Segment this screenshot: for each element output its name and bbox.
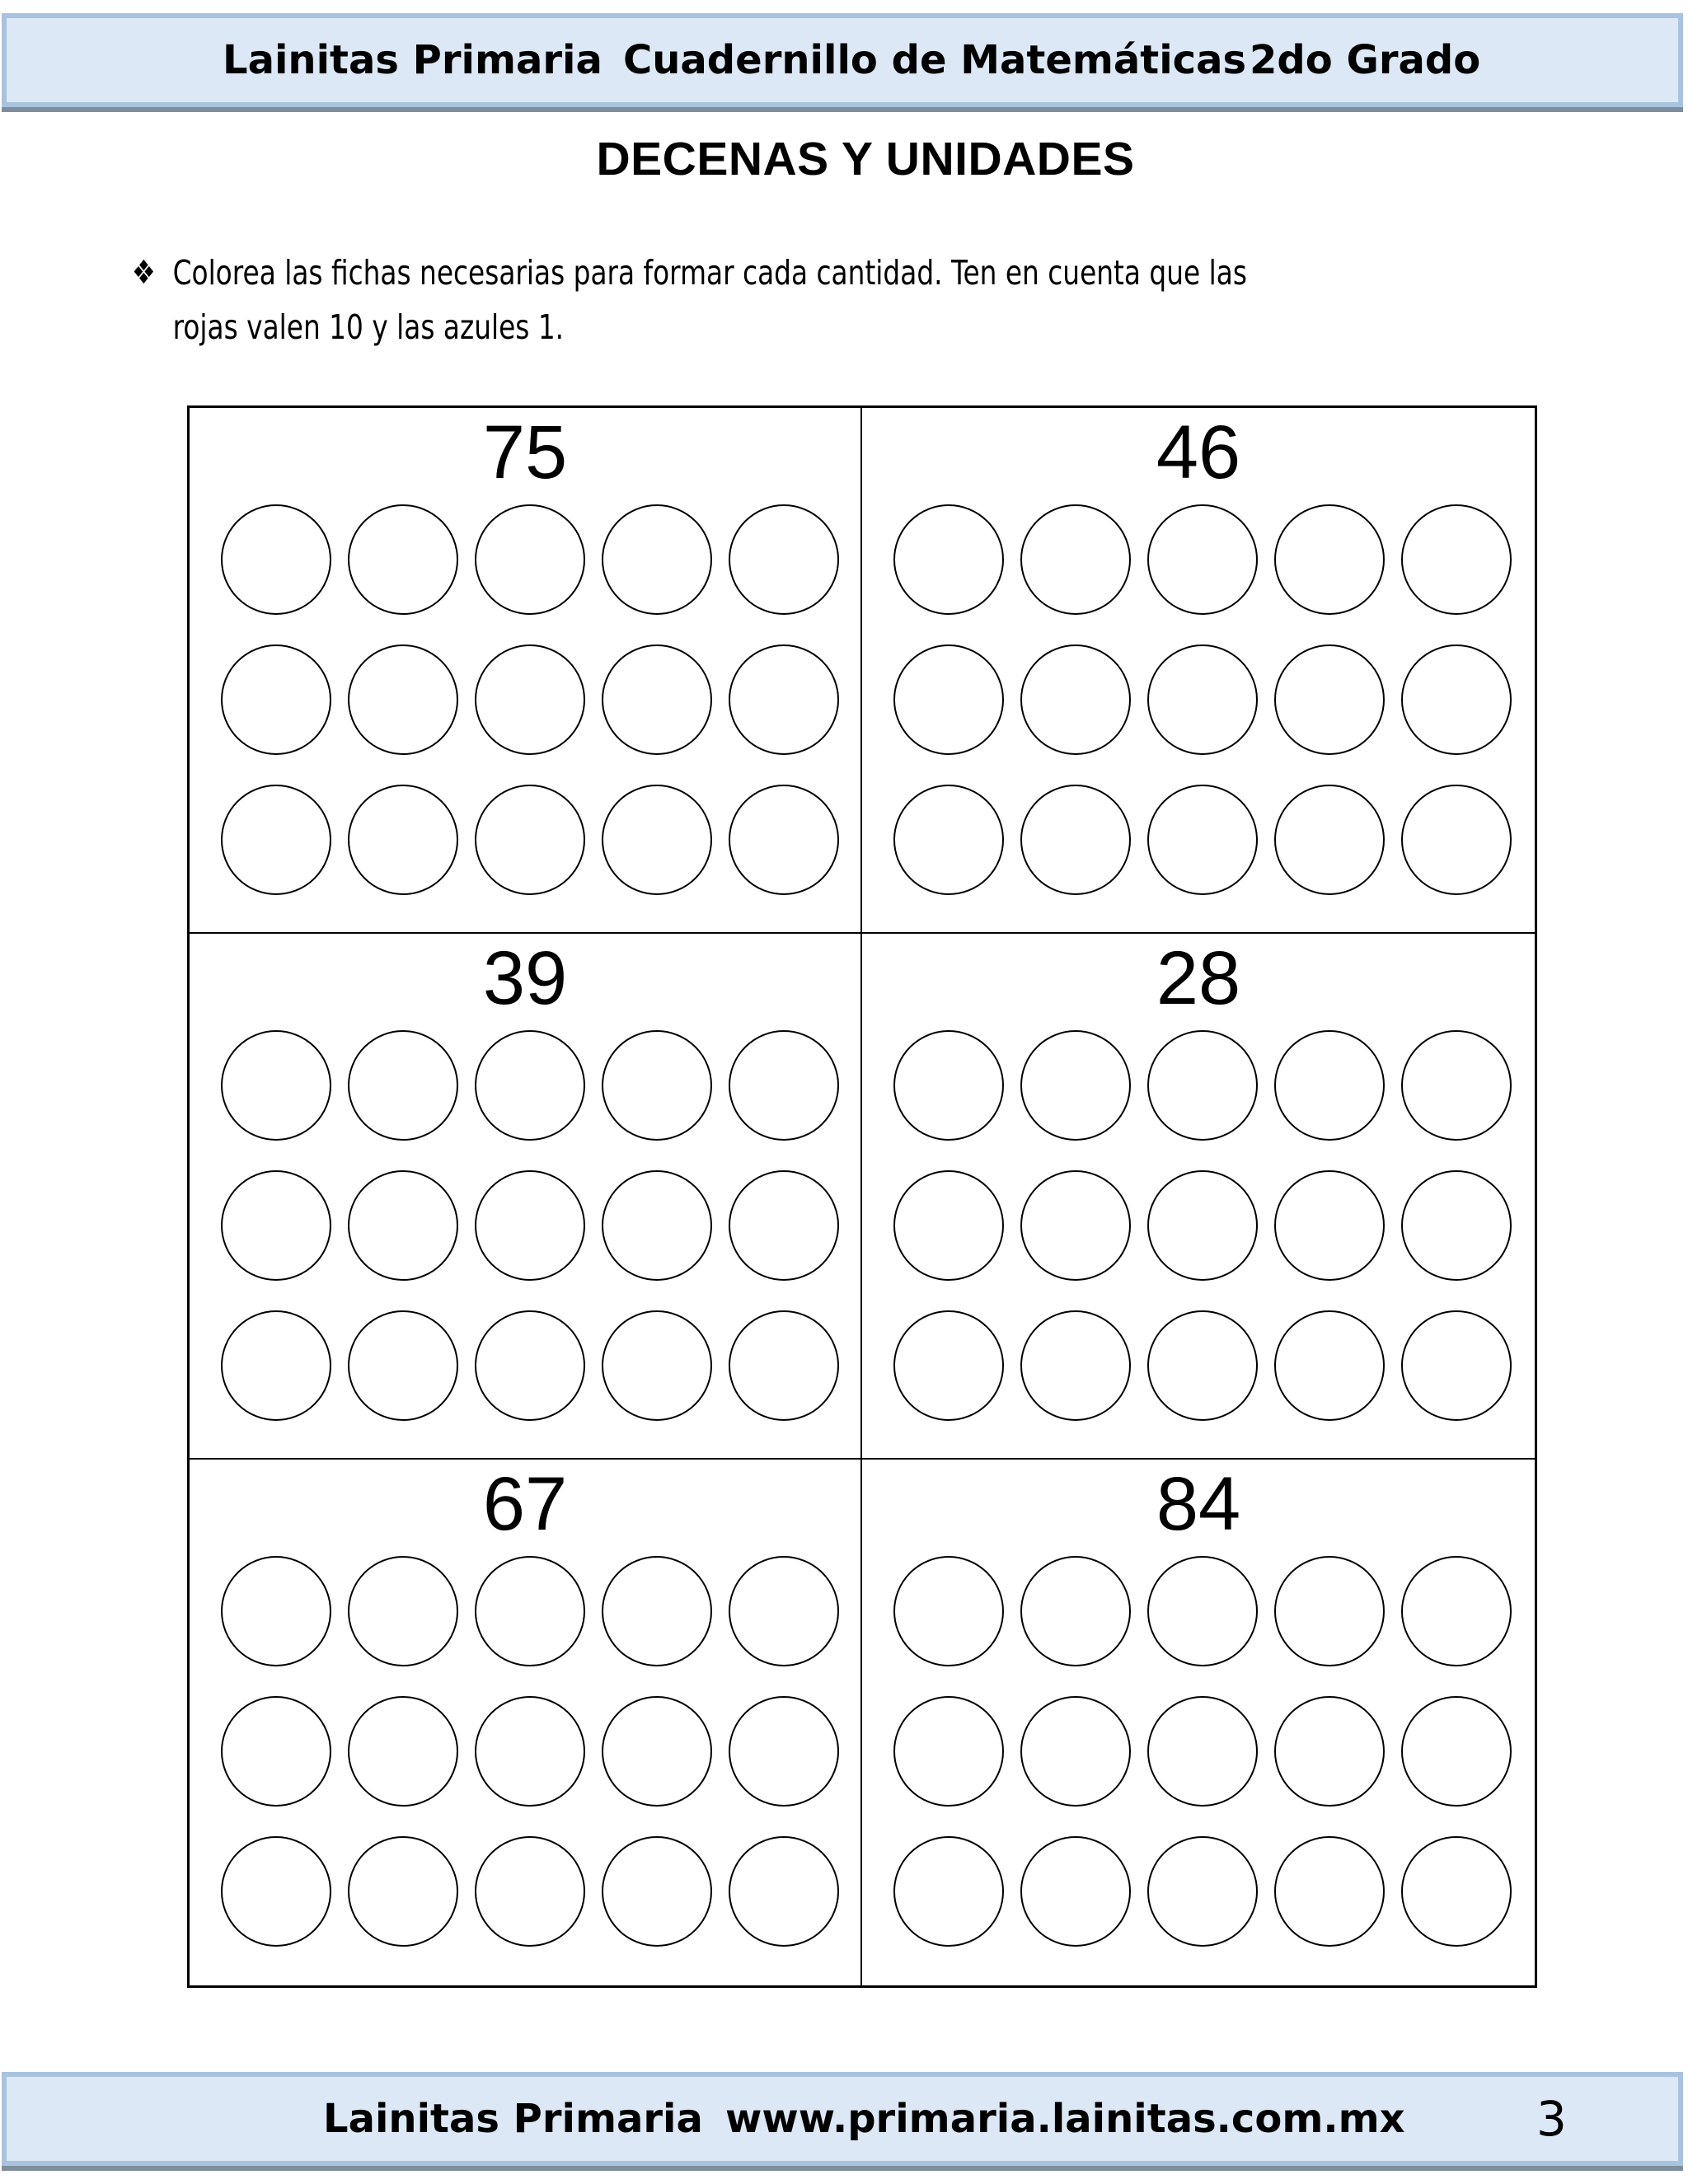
counter-circle[interactable] bbox=[893, 644, 1004, 755]
counter-circle[interactable] bbox=[1401, 644, 1512, 755]
counter-circle[interactable] bbox=[348, 1696, 458, 1807]
exercise-cell bbox=[862, 934, 1535, 1460]
footer-band bbox=[2, 2072, 1683, 2166]
counter-circle[interactable] bbox=[348, 1030, 458, 1141]
counter-grid bbox=[893, 1030, 1512, 1421]
counter-circle[interactable] bbox=[348, 644, 458, 755]
counter-circle[interactable] bbox=[1401, 1170, 1512, 1281]
exercise-cell bbox=[862, 408, 1535, 934]
counter-circle[interactable] bbox=[475, 1556, 585, 1666]
header-band bbox=[2, 13, 1683, 107]
counter-circle[interactable] bbox=[602, 1556, 712, 1666]
counter-circle[interactable] bbox=[1274, 1696, 1385, 1807]
counter-circle[interactable] bbox=[893, 504, 1004, 615]
counter-circle[interactable] bbox=[729, 1310, 839, 1421]
counter-circle[interactable] bbox=[1147, 1556, 1258, 1666]
counter-circle[interactable] bbox=[475, 644, 585, 755]
counter-grid bbox=[221, 504, 839, 895]
counter-circle[interactable] bbox=[1020, 1310, 1131, 1421]
exercise-cell bbox=[190, 934, 862, 1460]
counter-circle[interactable] bbox=[221, 504, 331, 615]
counter-circle[interactable] bbox=[602, 644, 712, 755]
counter-circle[interactable] bbox=[1401, 504, 1512, 615]
counter-circle[interactable] bbox=[602, 785, 712, 895]
counter-circle[interactable] bbox=[475, 504, 585, 615]
counter-circle[interactable] bbox=[1147, 1836, 1258, 1947]
counter-circle[interactable] bbox=[475, 1836, 585, 1947]
counter-circle[interactable] bbox=[1147, 1030, 1258, 1141]
exercise-grid bbox=[187, 405, 1537, 1988]
counter-circle[interactable] bbox=[1274, 644, 1385, 755]
counter-circle[interactable] bbox=[729, 785, 839, 895]
counter-circle[interactable] bbox=[602, 1696, 712, 1807]
counter-circle[interactable] bbox=[1147, 1696, 1258, 1807]
counter-circle[interactable] bbox=[729, 1696, 839, 1807]
footer-url: www.primaria.lainitas.com.mx bbox=[725, 2096, 1405, 2142]
counter-circle[interactable] bbox=[1274, 1836, 1385, 1947]
counter-circle[interactable] bbox=[1147, 504, 1258, 615]
counter-grid bbox=[221, 1030, 839, 1421]
counter-circle[interactable] bbox=[1274, 1556, 1385, 1666]
counter-circle[interactable] bbox=[348, 1556, 458, 1666]
counter-circle[interactable] bbox=[1274, 504, 1385, 615]
counter-grid bbox=[893, 1556, 1512, 1947]
exercise-number: 67 bbox=[482, 1462, 568, 1546]
exercise-cell bbox=[190, 408, 862, 934]
counter-circle[interactable] bbox=[1020, 1030, 1131, 1141]
counter-circle[interactable] bbox=[221, 644, 331, 755]
counter-circle[interactable] bbox=[1020, 785, 1131, 895]
counter-circle[interactable] bbox=[729, 1556, 839, 1666]
counter-circle[interactable] bbox=[893, 1836, 1004, 1947]
counter-circle[interactable] bbox=[1020, 1170, 1131, 1281]
counter-circle[interactable] bbox=[1401, 1836, 1512, 1947]
counter-circle[interactable] bbox=[1401, 785, 1512, 895]
counter-circle[interactable] bbox=[221, 1836, 331, 1947]
header-school: Lainitas Primaria bbox=[223, 37, 603, 83]
exercise-number: 75 bbox=[482, 410, 568, 494]
counter-circle[interactable] bbox=[1020, 504, 1131, 615]
counter-circle[interactable] bbox=[893, 1170, 1004, 1281]
counter-circle[interactable] bbox=[602, 1170, 712, 1281]
diamond-bullet-icon: ❖ bbox=[132, 254, 156, 292]
counter-circle[interactable] bbox=[221, 1556, 331, 1666]
counter-circle[interactable] bbox=[1020, 1696, 1131, 1807]
counter-circle[interactable] bbox=[1147, 644, 1258, 755]
counter-circle[interactable] bbox=[1147, 1310, 1258, 1421]
counter-circle[interactable] bbox=[221, 1310, 331, 1421]
counter-circle[interactable] bbox=[475, 1030, 585, 1141]
counter-circle[interactable] bbox=[729, 1836, 839, 1947]
counter-circle[interactable] bbox=[729, 1030, 839, 1141]
counter-circle[interactable] bbox=[475, 1696, 585, 1807]
exercise-number: 28 bbox=[1156, 936, 1241, 1020]
counter-circle[interactable] bbox=[1147, 1170, 1258, 1281]
counter-circle[interactable] bbox=[893, 1696, 1004, 1807]
counter-circle[interactable] bbox=[221, 1696, 331, 1807]
counter-circle[interactable] bbox=[1020, 644, 1131, 755]
counter-circle[interactable] bbox=[1401, 1310, 1512, 1421]
counter-circle[interactable] bbox=[1274, 1310, 1385, 1421]
counter-circle[interactable] bbox=[348, 1836, 458, 1947]
counter-circle[interactable] bbox=[1020, 1556, 1131, 1666]
counter-circle[interactable] bbox=[602, 504, 712, 615]
counter-circle[interactable] bbox=[1274, 785, 1385, 895]
exercise-number: 46 bbox=[1156, 410, 1241, 494]
counter-circle[interactable] bbox=[1020, 1836, 1131, 1947]
counter-circle[interactable] bbox=[602, 1030, 712, 1141]
counter-circle[interactable] bbox=[1401, 1696, 1512, 1807]
counter-circle[interactable] bbox=[893, 1556, 1004, 1666]
counter-circle[interactable] bbox=[729, 1170, 839, 1281]
page-number: 3 bbox=[1536, 2091, 1567, 2147]
counter-circle[interactable] bbox=[348, 785, 458, 895]
counter-circle[interactable] bbox=[602, 1836, 712, 1947]
instruction bbox=[132, 246, 1306, 354]
counter-circle[interactable] bbox=[1401, 1556, 1512, 1666]
page-title: DECENAS Y UNIDADES bbox=[596, 133, 1135, 185]
exercise-cell bbox=[862, 1460, 1535, 1985]
counter-grid bbox=[893, 504, 1512, 895]
counter-circle[interactable] bbox=[729, 644, 839, 755]
counter-circle[interactable] bbox=[221, 1170, 331, 1281]
counter-circle[interactable] bbox=[1401, 1030, 1512, 1141]
counter-circle[interactable] bbox=[475, 1170, 585, 1281]
instruction-text: Colorea las fichas necesarias para formar cada cantidad. Ten en cuenta que las rojas valen 10 y las azules 1. bbox=[172, 253, 1247, 347]
counter-circle[interactable] bbox=[348, 1170, 458, 1281]
header-grade: 2do Grado bbox=[1250, 37, 1481, 83]
counter-circle[interactable] bbox=[475, 785, 585, 895]
counter-circle[interactable] bbox=[221, 785, 331, 895]
counter-circle[interactable] bbox=[348, 504, 458, 615]
counter-circle[interactable] bbox=[348, 1310, 458, 1421]
exercise-number: 39 bbox=[482, 936, 568, 1020]
counter-grid bbox=[221, 1556, 839, 1947]
footer-school: Lainitas Primaria bbox=[323, 2096, 703, 2142]
counter-circle[interactable] bbox=[1147, 785, 1258, 895]
counter-circle[interactable] bbox=[221, 1030, 331, 1141]
header-booklet-title: Cuadernillo de Matemáticas bbox=[623, 37, 1247, 83]
exercise-cell bbox=[190, 1460, 862, 1985]
counter-circle[interactable] bbox=[893, 1030, 1004, 1141]
counter-circle[interactable] bbox=[475, 1310, 585, 1421]
counter-circle[interactable] bbox=[729, 504, 839, 615]
counter-circle[interactable] bbox=[602, 1310, 712, 1421]
counter-circle[interactable] bbox=[1274, 1170, 1385, 1281]
counter-circle[interactable] bbox=[1274, 1030, 1385, 1141]
exercise-number: 84 bbox=[1156, 1462, 1241, 1546]
counter-circle[interactable] bbox=[893, 1310, 1004, 1421]
counter-circle[interactable] bbox=[893, 785, 1004, 895]
